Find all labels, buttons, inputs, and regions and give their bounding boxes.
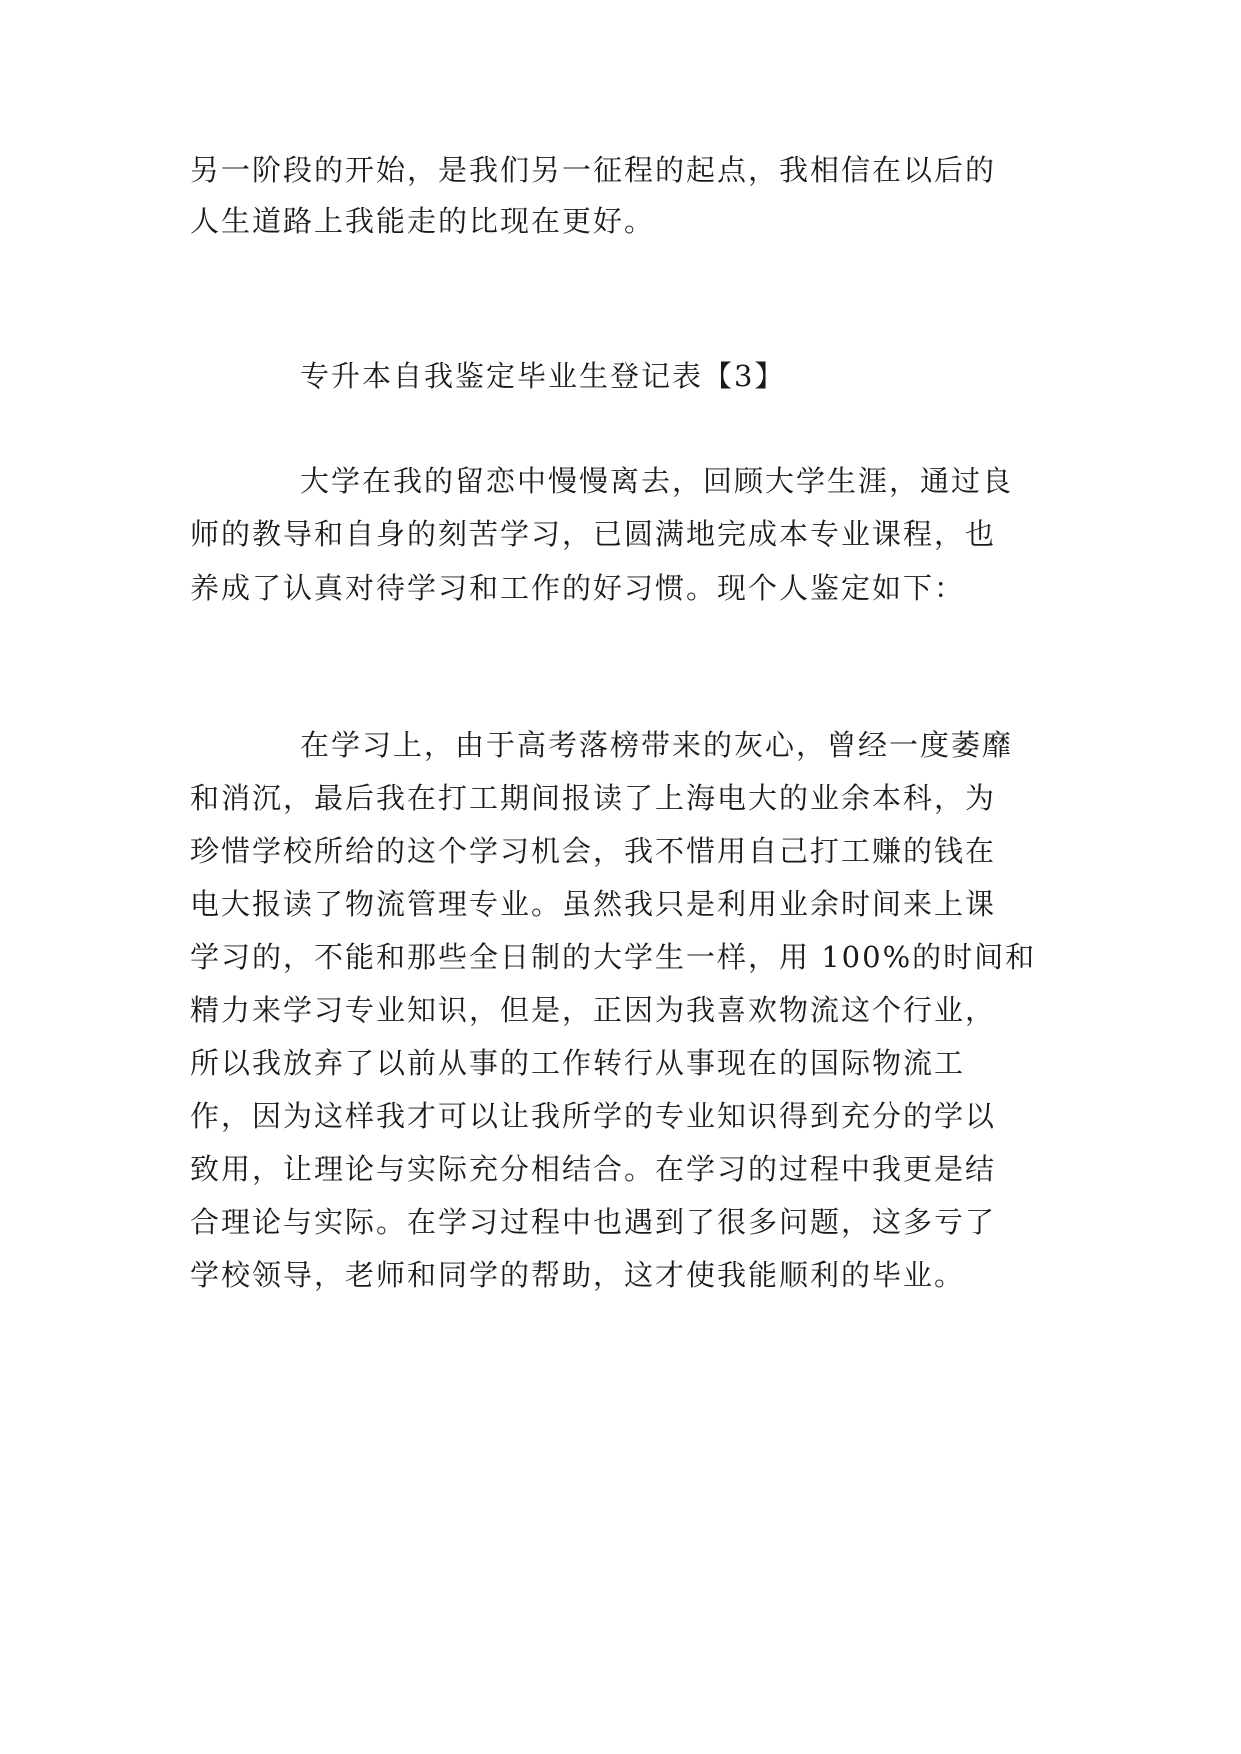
- intro-line: 人生道路上我能走的比现在更好。: [190, 204, 656, 238]
- paragraph-line: 作，因为这样我才可以让我所学的专业知识得到充分的学以: [190, 1099, 997, 1133]
- paragraph-line: 大学在我的留恋中慢慢离去，回顾大学生涯，通过良: [300, 464, 1014, 498]
- intro-line: 另一阶段的开始，是我们另一征程的起点，我相信在以后的: [190, 153, 997, 187]
- paragraph-line: 在学习上，由于高考落榜带来的灰心，曾经一度萎靡: [300, 728, 1014, 762]
- paragraph-line: 电大报读了物流管理专业。虽然我只是利用业余时间来上课: [190, 887, 997, 921]
- paragraph-line: 致用，让理论与实际充分相结合。在学习的过程中我更是结: [190, 1152, 997, 1186]
- paragraph-line: 养成了认真对待学习和工作的好习惯。现个人鉴定如下：: [190, 571, 966, 605]
- paragraph-line: 合理论与实际。在学习过程中也遇到了很多问题，这多亏了: [190, 1205, 997, 1239]
- paragraph-line: 学习的，不能和那些全日制的大学生一样，用 100%的时间和: [190, 940, 1037, 974]
- paragraph-line: 所以我放弃了以前从事的工作转行从事现在的国际物流工: [190, 1046, 966, 1080]
- paragraph-line: 师的教导和自身的刻苦学习，已圆满地完成本专业课程，也: [190, 517, 997, 551]
- section-heading: 专升本自我鉴定毕业生登记表【3】: [300, 359, 786, 393]
- paragraph-line: 珍惜学校所给的这个学习机会，我不惜用自己打工赚的钱在: [190, 834, 997, 868]
- paragraph-line: 和消沉，最后我在打工期间报读了上海电大的业余本科，为: [190, 781, 997, 815]
- paragraph-line: 精力来学习专业知识，但是，正因为我喜欢物流这个行业，: [190, 993, 997, 1027]
- paragraph-line: 学校领导，老师和同学的帮助，这才使我能顺利的毕业。: [190, 1258, 966, 1292]
